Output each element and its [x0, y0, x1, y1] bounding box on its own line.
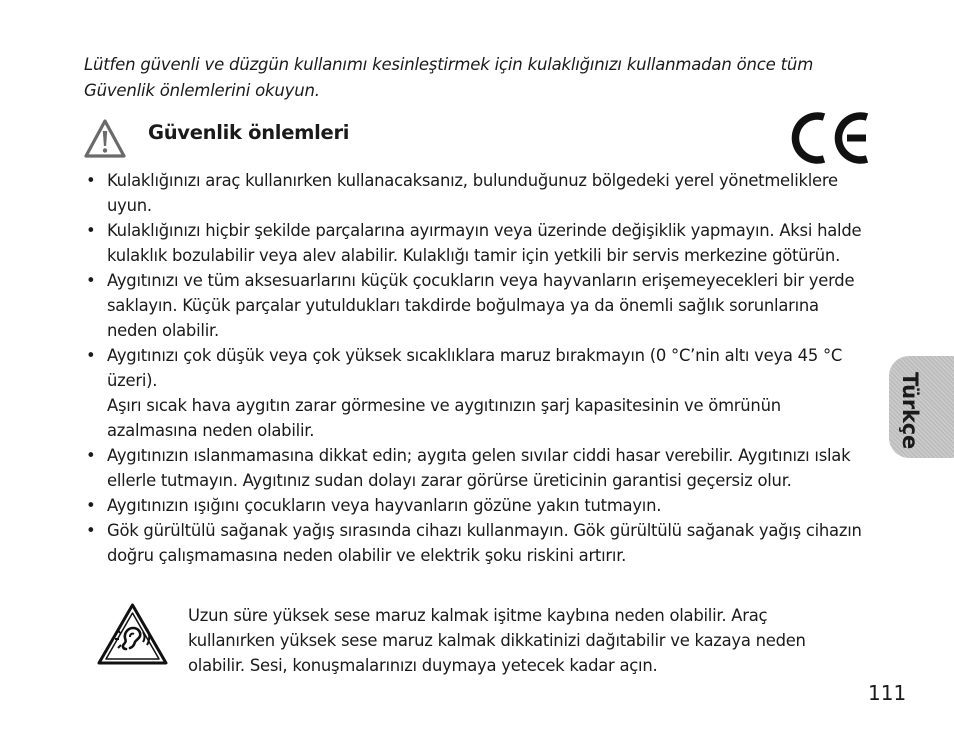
bullet-marker: •: [86, 446, 96, 465]
bullet-marker: •: [86, 496, 96, 515]
language-tab-label: Türkçe: [898, 372, 922, 450]
bullet-text: Aygıtınızın ışığını çocukların veya hayvanların gözüne yakın tutmayın.: [107, 496, 662, 515]
bullet-marker: •: [86, 271, 96, 290]
bullet-item: [86, 218, 866, 268]
bullet-marker: •: [86, 171, 96, 190]
intro-paragraph: Lütfen güvenli ve düzgün kullanımı kesinleştirmek için kulaklığınızı kullanmadan önce tüm Güvenlik önlemlerini okuyun.: [84, 55, 814, 100]
ce-mark-icon: [786, 110, 872, 166]
bullet-text: Kulaklığınızı araç kullanırken kullanacaksanız, bulunduğunuz bölgedeki yerel yönetmeliklere uyun.: [107, 171, 838, 215]
bullet-text: Aygıtınızı çok düşük veya çok yüksek sıcaklıklara maruz bırakmayın (0 °C’nin altı veya 45 °C üzeri).: [107, 346, 843, 390]
hearing-damage-warning-icon: [97, 603, 168, 665]
page-number: 111: [868, 681, 907, 705]
safety-bullet-list: [86, 168, 866, 568]
hearing-warning-text: Uzun süre yüksek sese maruz kalmak işitme kaybına neden olabilir. Araç kullanırken yüksek sese maruz kalmak dikkatinizi dağıtabilir ve kazaya neden olabilir. Sesi, konuşmalarınızı duymaya yetecek kadar açın.: [188, 606, 806, 675]
bullet-item: [86, 443, 866, 493]
section-title: Güvenlik önlemleri: [148, 121, 350, 144]
bullet-marker: •: [86, 346, 96, 365]
bullet-item: [86, 493, 866, 518]
bullet-marker: •: [86, 221, 96, 240]
bullet-item: [86, 268, 866, 343]
bullet-text: Aşırı sıcak hava aygıtın zarar görmesine ve aygıtınızın şarj kapasitesinin ve ömrünün azalmasına neden olabilir.: [107, 396, 781, 440]
bullet-item: [86, 343, 866, 443]
bullet-marker: •: [86, 521, 96, 540]
bullet-item: [86, 518, 866, 568]
bullet-text: Gök gürültülü sağanak yağış sırasında cihazı kullanmayın. Gök gürültülü sağanak yağış cihazın doğru çalışmamasına neden olabilir ve elektrik şoku riskini artırır.: [107, 521, 862, 565]
bullet-text: Aygıtınızın ıslanmamasına dikkat edin; aygıta gelen sıvılar ciddi hasar verebilir. Aygıtınızı ıslak ellerle tutmayın. Aygıtınız sudan dolayı zarar görürse üreticinin garantisi geçersiz olur.: [107, 446, 851, 490]
warning-triangle-icon: [83, 118, 127, 160]
bullet-text: Kulaklığınızı hiçbir şekilde parçalarına ayırmayın veya üzerinde değişiklik yapmayın. Aksi halde kulaklık bozulabilir veya alev alabilir. Kulaklığı tamir için yetkili bir servis merkezine götürün.: [107, 221, 862, 265]
bullet-text: Aygıtınızı ve tüm aksesuarlarını küçük çocukların veya hayvanların erişemeyecekleri bir yerde saklayın. Küçük parçalar yutuldukları takdirde boğulmaya ya da önemli sağlık sorunlarına neden olabilir.: [107, 271, 855, 340]
bullet-item: [86, 168, 866, 218]
